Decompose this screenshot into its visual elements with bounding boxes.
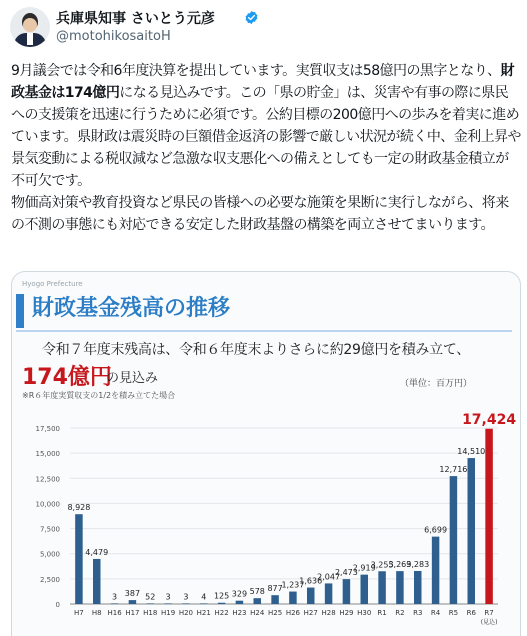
chart-bar xyxy=(147,603,154,604)
tweet-text xyxy=(11,60,521,236)
chart-bar xyxy=(307,588,314,604)
x-tick-label: H24 xyxy=(250,609,265,617)
user-handle[interactable]: @motohikosaitoH xyxy=(56,29,171,44)
data-label: 2,919 xyxy=(352,563,376,573)
y-tick-label: 15,000 xyxy=(35,450,60,459)
chart-title: 財政基金残高の推移 xyxy=(32,296,231,321)
chart-bar xyxy=(164,603,171,604)
chart-bar xyxy=(396,571,403,604)
chart-bar xyxy=(325,583,332,604)
data-label: 3 xyxy=(183,592,189,602)
data-label: 877 xyxy=(267,584,283,594)
chart-bar xyxy=(414,571,421,604)
chart-bar xyxy=(378,571,385,604)
chart-bar xyxy=(450,476,457,604)
x-tick-sublabel: (見込) xyxy=(480,619,498,626)
y-tick-label: 5,000 xyxy=(39,550,60,559)
x-tick-label: H25 xyxy=(267,609,283,617)
chart-bar xyxy=(485,429,492,604)
chart-bar xyxy=(129,600,136,604)
chart-bar xyxy=(93,559,100,604)
prefecture-label: Hyogo Prefecture xyxy=(22,280,83,288)
chart-bar xyxy=(111,603,118,604)
y-tick-label: 2,500 xyxy=(39,575,60,584)
y-tick-label: 7,500 xyxy=(39,525,60,534)
x-tick-label: R3 xyxy=(413,609,423,617)
chart-bar xyxy=(218,603,225,604)
x-tick-label: H18 xyxy=(143,609,158,617)
data-label: 2,047 xyxy=(317,572,341,582)
chart-bar xyxy=(271,595,278,604)
chart-bar xyxy=(236,601,243,604)
data-label: 3 xyxy=(112,592,118,602)
y-tick-label: 10,000 xyxy=(35,500,60,509)
x-tick-label: H22 xyxy=(214,609,229,617)
data-label: 1,636 xyxy=(299,576,323,586)
x-tick-label: H26 xyxy=(285,609,301,617)
y-tick-label: 0 xyxy=(55,601,60,609)
x-tick-label: R6 xyxy=(466,609,476,617)
data-label: 3 xyxy=(165,592,171,602)
x-tick-label: H8 xyxy=(91,609,102,617)
chart-bar xyxy=(468,458,475,604)
tweet-bold-text: 財政基金は174億円 xyxy=(11,63,515,101)
chart-bar xyxy=(343,579,350,604)
data-label: 578 xyxy=(249,587,265,597)
chart-bar xyxy=(254,598,261,604)
data-label: 329 xyxy=(231,589,248,599)
x-tick-label: H21 xyxy=(196,609,211,617)
data-label: 14,510 xyxy=(457,447,486,457)
data-label: 3,283 xyxy=(406,559,430,569)
chart-bar xyxy=(182,603,189,604)
x-tick-label: H17 xyxy=(125,609,140,617)
x-tick-label: H28 xyxy=(321,609,336,617)
data-label: 387 xyxy=(124,589,141,599)
data-label: 3,269 xyxy=(388,560,412,570)
verified-badge-icon xyxy=(244,10,259,25)
tweet-paragraph-2: 物価高対策や教育投資など県民の皆様への必要な施策を果断に実行しながら、将来の不測の事態にも対応できる安定した財政基盤の構築を両立させてまいります。 xyxy=(11,195,509,233)
data-label: 6,699 xyxy=(424,525,448,535)
x-tick-label: R2 xyxy=(395,609,405,617)
x-tick-label: H27 xyxy=(303,609,318,617)
display-name[interactable]: 兵庫県知事 さいとう元彦 xyxy=(56,11,215,27)
y-tick-label: 12,500 xyxy=(35,475,60,484)
data-label: 2,473 xyxy=(334,568,358,578)
x-tick-label: H30 xyxy=(357,609,372,617)
data-label: 12,716 xyxy=(439,465,468,475)
attached-image[interactable] xyxy=(11,271,521,636)
avatar[interactable] xyxy=(10,7,50,47)
x-tick-label: H16 xyxy=(107,609,122,617)
chart-bar xyxy=(75,514,82,604)
bar-chart xyxy=(12,272,520,636)
x-tick-label: H20 xyxy=(178,609,194,617)
data-label: 4,479 xyxy=(85,547,109,557)
data-label: 8,928 xyxy=(67,503,91,513)
x-tick-label: H7 xyxy=(74,609,84,617)
x-tick-label: R7 xyxy=(484,609,494,617)
y-tick-label: 17,500 xyxy=(35,425,60,433)
data-label: 3,255 xyxy=(370,560,394,570)
data-label: 17,424 xyxy=(462,411,517,428)
tweet-paragraph-1: 9月議会では令和6年度決算を提出しています。実質収支は58億円の黒字となり、財政基金は174億円になる見込みです。この「県の貯金」は、災害や有事の際に県民への支援策を迅速に行うために必須です。公約目標の200億円への歩みを着実に進めています。県財政は震災時の巨額借金返済の影響で厳しい状況が続く中、金利上昇や景気変動による税収減など急激な収支悪化への備えとしても一定の財政基金積立が不可欠です。 xyxy=(11,63,521,189)
headline-amount: 174億円 xyxy=(22,365,112,390)
chart-headline: 令和７年度末残高は、令和６年度末よりさらに約29億円を積み立て、 xyxy=(42,342,470,358)
x-tick-label: R4 xyxy=(430,609,441,617)
x-tick-label: H29 xyxy=(339,609,354,617)
chart-bar xyxy=(361,575,368,604)
chart-bar xyxy=(289,592,296,604)
data-label: 52 xyxy=(145,592,156,602)
x-tick-label: R1 xyxy=(377,609,387,617)
chart-bar xyxy=(432,537,439,604)
chart-bar xyxy=(200,603,207,604)
x-tick-label: H19 xyxy=(160,609,176,617)
unit-label: （単位：百万円） xyxy=(400,379,473,389)
chart-note: ※R６年度実質収支の1/2を積み立てた場合 xyxy=(22,391,176,400)
x-tick-label: H23 xyxy=(232,609,247,617)
data-label: 1,237 xyxy=(281,580,305,590)
headline-suffix: の見込み xyxy=(106,371,159,386)
x-tick-label: R5 xyxy=(448,609,459,617)
data-label: 4 xyxy=(201,592,207,602)
data-label: 125 xyxy=(213,591,230,601)
